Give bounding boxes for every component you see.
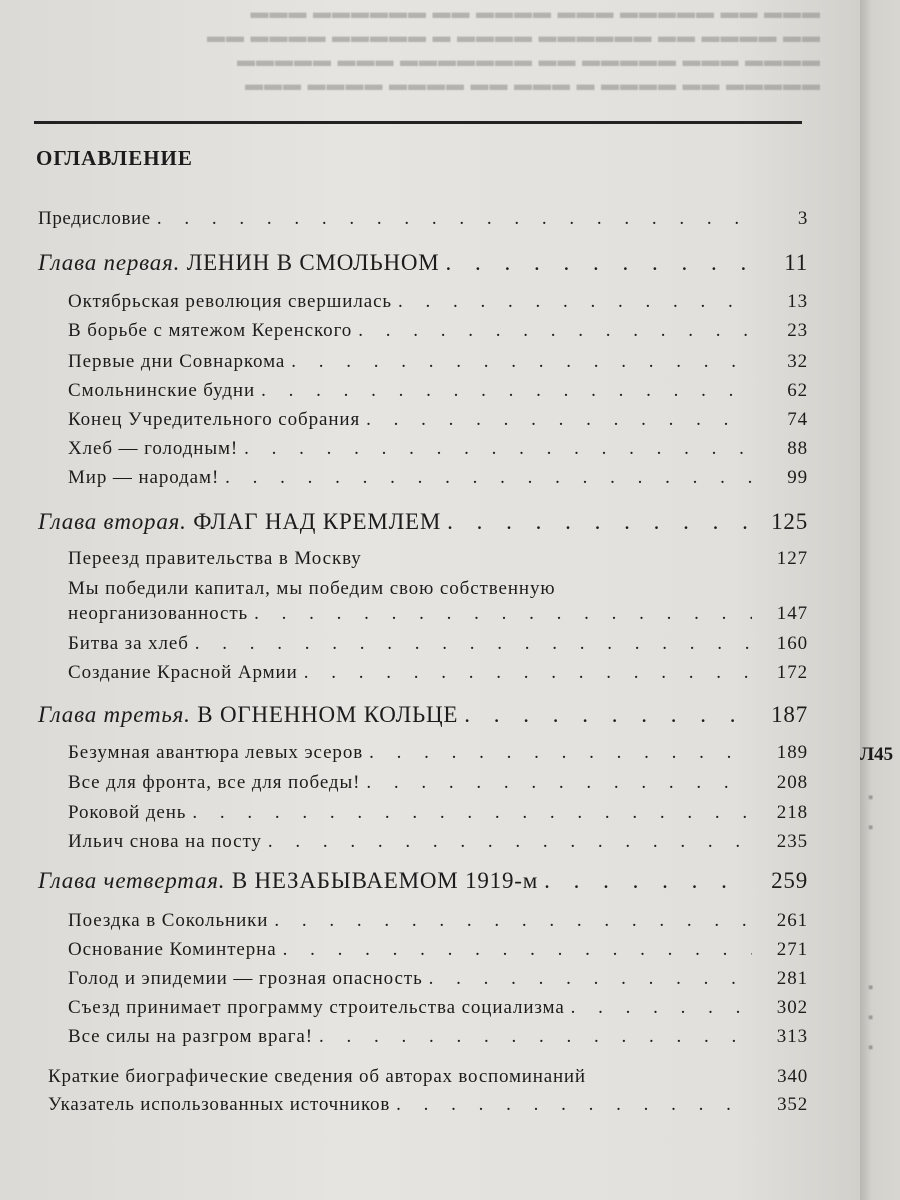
leader-dots	[274, 910, 752, 932]
top-rule	[34, 121, 802, 124]
chapter-label: Глава четвертая.	[38, 868, 226, 893]
leader-dots	[319, 1026, 752, 1048]
toc-page-number: 189	[776, 742, 808, 763]
show-through-texture: ▬▬▬ ▬▬ ▬▬▬▬▬ ▬▬▬ ▬▬▬▬ ▬▬ ▬▬▬▬▬▬ ▬▬▬ ▬▬ ▬▬▬▬ ▬▬ ▬▬▬▬▬▬ ▬▬▬▬ ▬ ▬▬▬▬▬ ▬▬▬▬ ▬▬ ▬▬▬▬ ▬▬▬ ▬▬▬▬▬ ▬▬ ▬▬▬▬▬▬▬ ▬▬▬ ▬▬▬▬▬ ▬▬▬▬▬ ▬▬ ▬▬▬▬ ▬ ▬▬▬ ▬▬ ▬▬▬▬ ▬▬▬▬ ▬▬▬	[206, 2, 820, 94]
toc-chapter-1[interactable]	[38, 250, 808, 276]
toc-page-number: 313	[776, 1026, 808, 1047]
toc-page-number: 147	[776, 603, 808, 624]
toc-entry-title: Ильич снова на посту	[68, 831, 262, 852]
leader-dots	[291, 351, 752, 373]
toc-section[interactable]	[68, 438, 808, 460]
toc-page-number: 187	[771, 702, 808, 727]
leader-dots	[429, 968, 752, 990]
toc-page-number: 11	[784, 250, 808, 275]
toc-section[interactable]	[68, 548, 808, 570]
leader-dots	[464, 702, 752, 728]
chapter-title: В ОГНЕННОМ КОЛЬЦЕ	[197, 702, 459, 727]
leader-dots	[447, 509, 752, 535]
leader-dots	[366, 772, 752, 794]
adjacent-page-texture: ▪	[868, 1010, 874, 1026]
chapter-title: ФЛАГ НАД КРЕМЛЕМ	[193, 509, 442, 534]
toc-entry-title: Краткие биографические сведения об авторах воспоминаний	[48, 1066, 586, 1087]
toc-entry-title: Хлеб — голодным!	[68, 438, 239, 459]
toc-entry-title: Съезд принимает программу строительства социализма	[68, 997, 565, 1018]
toc-entry-title: Создание Красной Армии	[68, 662, 298, 683]
toc-section[interactable]	[68, 802, 808, 824]
toc-page-number: 160	[776, 633, 808, 654]
toc-page-number: 74	[787, 409, 808, 430]
toc-entry-title: Смольнинские будни	[68, 380, 256, 401]
toc-page-number: 261	[776, 910, 808, 931]
adjacent-page-texture: ▪	[868, 790, 874, 806]
toc-entry-title: Все силы на разгром врага!	[68, 1026, 313, 1047]
toc-section[interactable]	[68, 910, 808, 932]
toc-page-number: 235	[776, 831, 808, 852]
toc-entry-sources-index[interactable]	[48, 1094, 808, 1116]
leader-dots	[195, 633, 752, 655]
adjacent-page-edge	[860, 0, 900, 1200]
leader-dots	[261, 380, 752, 402]
toc-entry-title: Все для фронта, все для победы!	[68, 772, 361, 793]
leader-dots	[304, 662, 752, 684]
chapter-label: Глава первая.	[38, 250, 181, 275]
toc-page-number: 13	[787, 291, 808, 312]
toc-entry-title: Голод и эпидемии — грозная опасность	[68, 968, 423, 989]
toc-page-number: 259	[771, 868, 808, 893]
toc-entry-title: Указатель использованных источников	[48, 1094, 391, 1115]
toc-entry-title: Безумная авантюра левых эсеров	[68, 742, 364, 763]
leader-dots	[358, 320, 752, 342]
toc-entry-title-continued: неорганизованность	[68, 603, 249, 624]
toc-chapter-4[interactable]	[38, 868, 808, 894]
toc-section[interactable]	[68, 467, 808, 489]
toc-entry-title: Предисловие	[38, 208, 151, 229]
leader-dots	[446, 250, 752, 276]
toc-entry-title: Конец Учредительного собрания	[68, 409, 361, 430]
chapter-title: ЛЕНИН В СМОЛЬНОМ	[186, 250, 440, 275]
chapter-label: Глава третья.	[38, 702, 191, 727]
toc-page-number: 352	[777, 1094, 808, 1115]
toc-section[interactable]	[68, 409, 808, 431]
toc-chapter-2[interactable]	[38, 509, 808, 535]
leader-dots	[254, 603, 752, 625]
leader-dots	[268, 831, 752, 853]
toc-section[interactable]	[68, 939, 808, 961]
toc-page-number: 208	[776, 772, 808, 793]
toc-section[interactable]	[68, 772, 808, 794]
leader-dots	[369, 742, 752, 764]
leader-dots	[192, 802, 752, 824]
leader-dots	[398, 291, 752, 313]
chapter-title: В НЕЗАБЫВАЕМОМ 1919-м	[231, 868, 539, 893]
leader-dots	[225, 467, 752, 489]
toc-section[interactable]	[68, 968, 808, 990]
toc-page-number: 99	[787, 467, 808, 488]
toc-section[interactable]	[68, 1026, 808, 1048]
toc-section[interactable]	[68, 291, 808, 313]
toc-entry-title: В борьбе с мятежом Керенского	[68, 320, 353, 341]
leader-dots	[571, 997, 752, 1019]
adjacent-page-texture: ▪	[868, 1040, 874, 1056]
toc-entry-title: Роковой день	[68, 802, 187, 823]
chapter-label: Глава вторая.	[38, 509, 187, 534]
toc-entry-title: Мир — народам!	[68, 467, 220, 488]
toc-heading: ОГЛАВЛЕНИЕ	[36, 146, 193, 170]
toc-entry-biographies[interactable]	[48, 1066, 808, 1088]
toc-page-number: 23	[787, 320, 808, 341]
toc-entry-preface[interactable]	[38, 208, 808, 230]
toc-entry-title: Поездка в Сокольники	[68, 910, 269, 931]
toc-page-number: 32	[787, 351, 808, 372]
toc-page-number: 127	[776, 548, 808, 569]
leader-dots	[544, 868, 752, 894]
toc-section[interactable]	[68, 633, 808, 655]
toc-page-number: 302	[776, 997, 808, 1018]
leader-dots	[283, 939, 752, 961]
toc-page-number: 3	[797, 208, 808, 229]
toc-entry-title: Октябрьская революция свершилась	[68, 291, 392, 312]
adjacent-page-texture: ▪	[868, 980, 874, 996]
toc-section[interactable]	[68, 997, 808, 1019]
toc-entry-title: Битва за хлеб	[68, 633, 189, 654]
toc-page-number: 172	[776, 662, 808, 683]
toc-section[interactable]	[68, 831, 808, 853]
toc-section-wrapped-line[interactable]	[68, 578, 736, 600]
toc-entry-title: Первые дни Совнаркома	[68, 351, 286, 372]
leader-dots	[396, 1094, 752, 1116]
toc-page-number: 62	[787, 380, 808, 401]
toc-entry-title: Основание Коминтерна	[68, 939, 277, 960]
toc-entry-title: Переезд правительства в Москву	[68, 548, 362, 569]
toc-section[interactable]	[68, 351, 808, 373]
toc-page-number: 125	[771, 509, 808, 534]
toc-section[interactable]	[68, 320, 808, 342]
toc-section[interactable]	[68, 662, 808, 684]
toc-section[interactable]	[68, 603, 808, 625]
adjacent-page-texture: ▪	[868, 820, 874, 836]
toc-page-number: 281	[776, 968, 808, 989]
toc-section[interactable]	[68, 380, 808, 402]
leader-dots	[366, 409, 752, 431]
toc-entry-title: Мы победили капитал, мы победим свою собственную	[68, 578, 556, 599]
toc-page-number: 271	[776, 939, 808, 960]
adjacent-page-mark: Л45	[860, 744, 894, 765]
toc-page-number: 218	[776, 802, 808, 823]
toc-page-number: 88	[787, 438, 808, 459]
toc-page-number: 340	[777, 1066, 808, 1087]
leader-dots	[244, 438, 752, 460]
leader-dots	[157, 208, 752, 230]
toc-chapter-3[interactable]	[38, 702, 808, 728]
toc-section[interactable]	[68, 742, 808, 764]
